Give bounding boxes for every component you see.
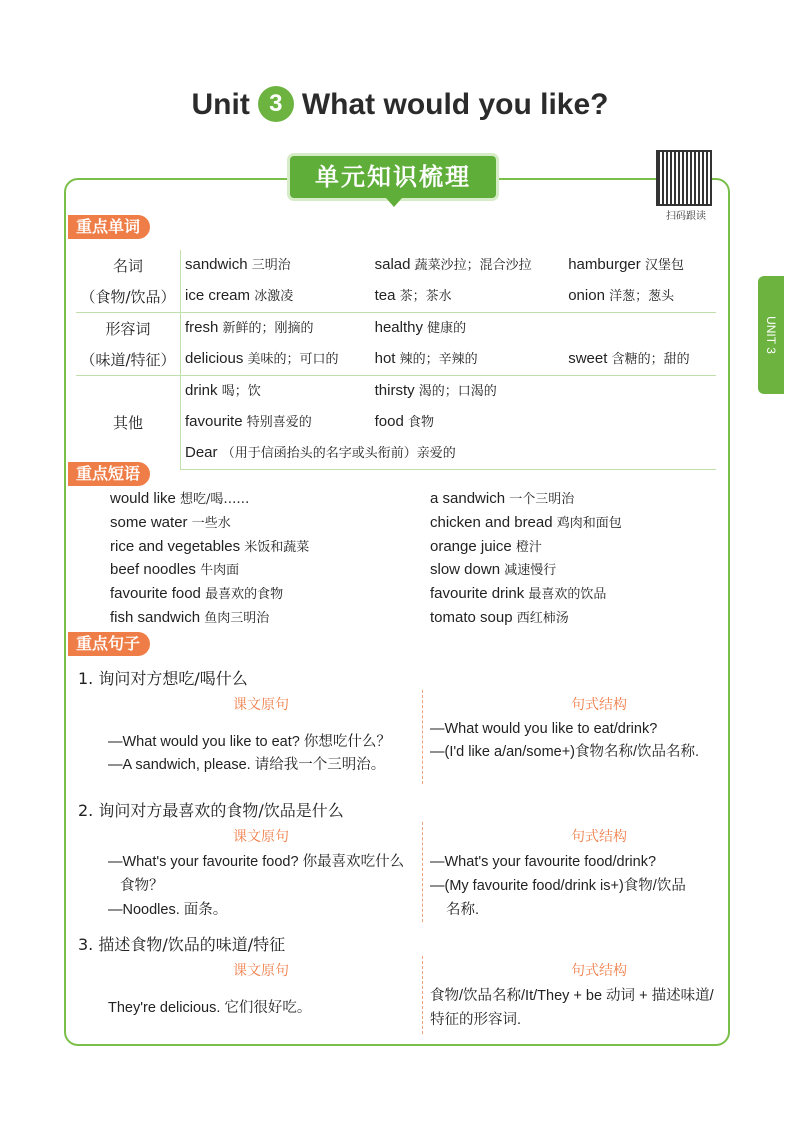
phrase-item: chicken and bread 鸡肉和面包 (430, 514, 622, 531)
example-sentence: They're delicious. 它们很好吃。 (108, 1000, 312, 1016)
section-words: 重点单词 (68, 215, 150, 239)
subheading-structure: 句式结构 (571, 963, 627, 979)
phrase-item: some water 一些水 (110, 514, 231, 531)
structure-sentence: 食物/饮品名称/It/They + be 动词 + 描述味道/ (430, 988, 714, 1004)
phrase-item: a sandwich 一个三明治 (430, 490, 575, 507)
subheading-structure: 句式结构 (571, 697, 627, 713)
structure-sentence: 特征的形容词. (430, 1012, 522, 1028)
phrase-item: slow down 减速慢行 (430, 561, 557, 578)
vocab-item: sandwich 三明治 (185, 256, 291, 273)
example-sentence: —A sandwich, please. 请给我一个三明治。 (108, 757, 386, 773)
phrase-item: orange juice 橙汁 (430, 538, 542, 555)
vocab-row (76, 313, 716, 345)
phrase-item: favourite food 最喜欢的食物 (110, 585, 284, 602)
subheading-original: 课文原句 (233, 829, 289, 845)
vocab-item: sweet 含糖的；甜的 (564, 344, 716, 376)
phrase-item: beef noodles 牛肉面 (110, 561, 240, 578)
sentence-heading: 2. 询问对方最喜欢的食物/饮品是什么 (78, 801, 344, 820)
example-sentence: —What would you like to eat? 你想吃什么？ (108, 734, 391, 750)
phrase-item: tomato soup 西红柿汤 (430, 609, 569, 626)
example-sentence: —What's your favourite food? 你最喜欢吃什么 (108, 854, 405, 870)
unit-number-badge: 3 (258, 86, 294, 122)
section-phrases: 重点短语 (68, 462, 150, 486)
vocab-item: food 食物 (374, 413, 434, 430)
vocab-row (76, 376, 716, 408)
section-sentences: 重点句子 (68, 632, 150, 656)
vocab-row (76, 281, 716, 313)
unit-label: Unit (191, 88, 250, 121)
vocab-item: onion 洋葱；葱头 (564, 281, 716, 313)
phrase-item: rice and vegetables 米饭和蔬菜 (110, 538, 310, 555)
vocab-item: hamburger 汉堡包 (568, 256, 684, 273)
page-title (0, 86, 800, 122)
vocab-item: ice cream 冰激凌 (181, 281, 371, 313)
structure-sentence: —(My favourite food/drink is+)食物/饮品 (430, 878, 686, 894)
vocab-item: Dear （用于信函抬头的名字或头衔前）亲爱的 (181, 438, 717, 470)
vocab-item: hot 辣的；辛辣的 (371, 344, 565, 376)
vocab-item: drink 喝；饮 (185, 382, 261, 399)
structure-sentence: —What's your favourite food/drink? (430, 854, 657, 870)
example-sentence: 食物？ (120, 878, 164, 894)
vocab-item: fresh 新鲜的；刚摘的 (185, 319, 314, 336)
structure-sentence: —(I'd like a/an/some+)食物名称/饮品名称. (430, 744, 700, 760)
qr-code-icon[interactable] (656, 150, 712, 206)
vocab-item: healthy 健康的 (374, 319, 467, 336)
vocab-empty (564, 376, 716, 408)
vocab-empty (564, 313, 716, 345)
divider (422, 956, 423, 1034)
divider (422, 690, 423, 784)
vocab-item: favourite 特别喜爱的 (185, 413, 312, 430)
side-tab-label: UNIT 3 (764, 316, 778, 354)
vocab-item: tea 茶；茶水 (371, 281, 565, 313)
category-label: 其他 (76, 376, 181, 470)
subheading-original: 课文原句 (233, 697, 289, 713)
unit-side-tab (758, 276, 784, 394)
category-label: （食物/饮品） (76, 281, 181, 313)
category-label: （味道/特征） (76, 344, 181, 376)
vocab-row (76, 344, 716, 376)
subheading-original: 课文原句 (233, 963, 289, 979)
vocab-item: thirsty 渴的；口渴的 (374, 382, 497, 399)
sentence-heading: 1. 询问对方想吃/喝什么 (78, 669, 248, 688)
divider (422, 822, 423, 922)
subheading-structure: 句式结构 (571, 829, 627, 845)
vocab-item: salad 蔬菜沙拉；混合沙拉 (374, 256, 532, 273)
structure-sentence: —What would you like to eat/drink? (430, 721, 658, 737)
vocab-item: delicious 美味的；可口的 (181, 344, 371, 376)
phrase-item: would like 想吃/喝…… (110, 490, 250, 507)
vocab-row (76, 250, 716, 281)
phrase-item: fish sandwich 鱼肉三明治 (110, 609, 270, 626)
unit-title: What would you like? (301, 88, 609, 121)
phrase-item: favourite drink 最喜欢的饮品 (430, 585, 607, 602)
category-label: 名词 (76, 250, 181, 281)
section-banner: 单元知识梳理 (290, 156, 496, 198)
example-sentence: —Noodles. 面条。 (108, 902, 228, 918)
vocab-table (76, 250, 716, 470)
category-label: 形容词 (76, 313, 181, 345)
sentence-heading: 3. 描述食物/饮品的味道/特征 (78, 935, 286, 954)
structure-sentence: 名称. (446, 902, 480, 918)
qr-label: 扫码跟读 (666, 211, 706, 222)
vocab-empty (564, 407, 716, 438)
